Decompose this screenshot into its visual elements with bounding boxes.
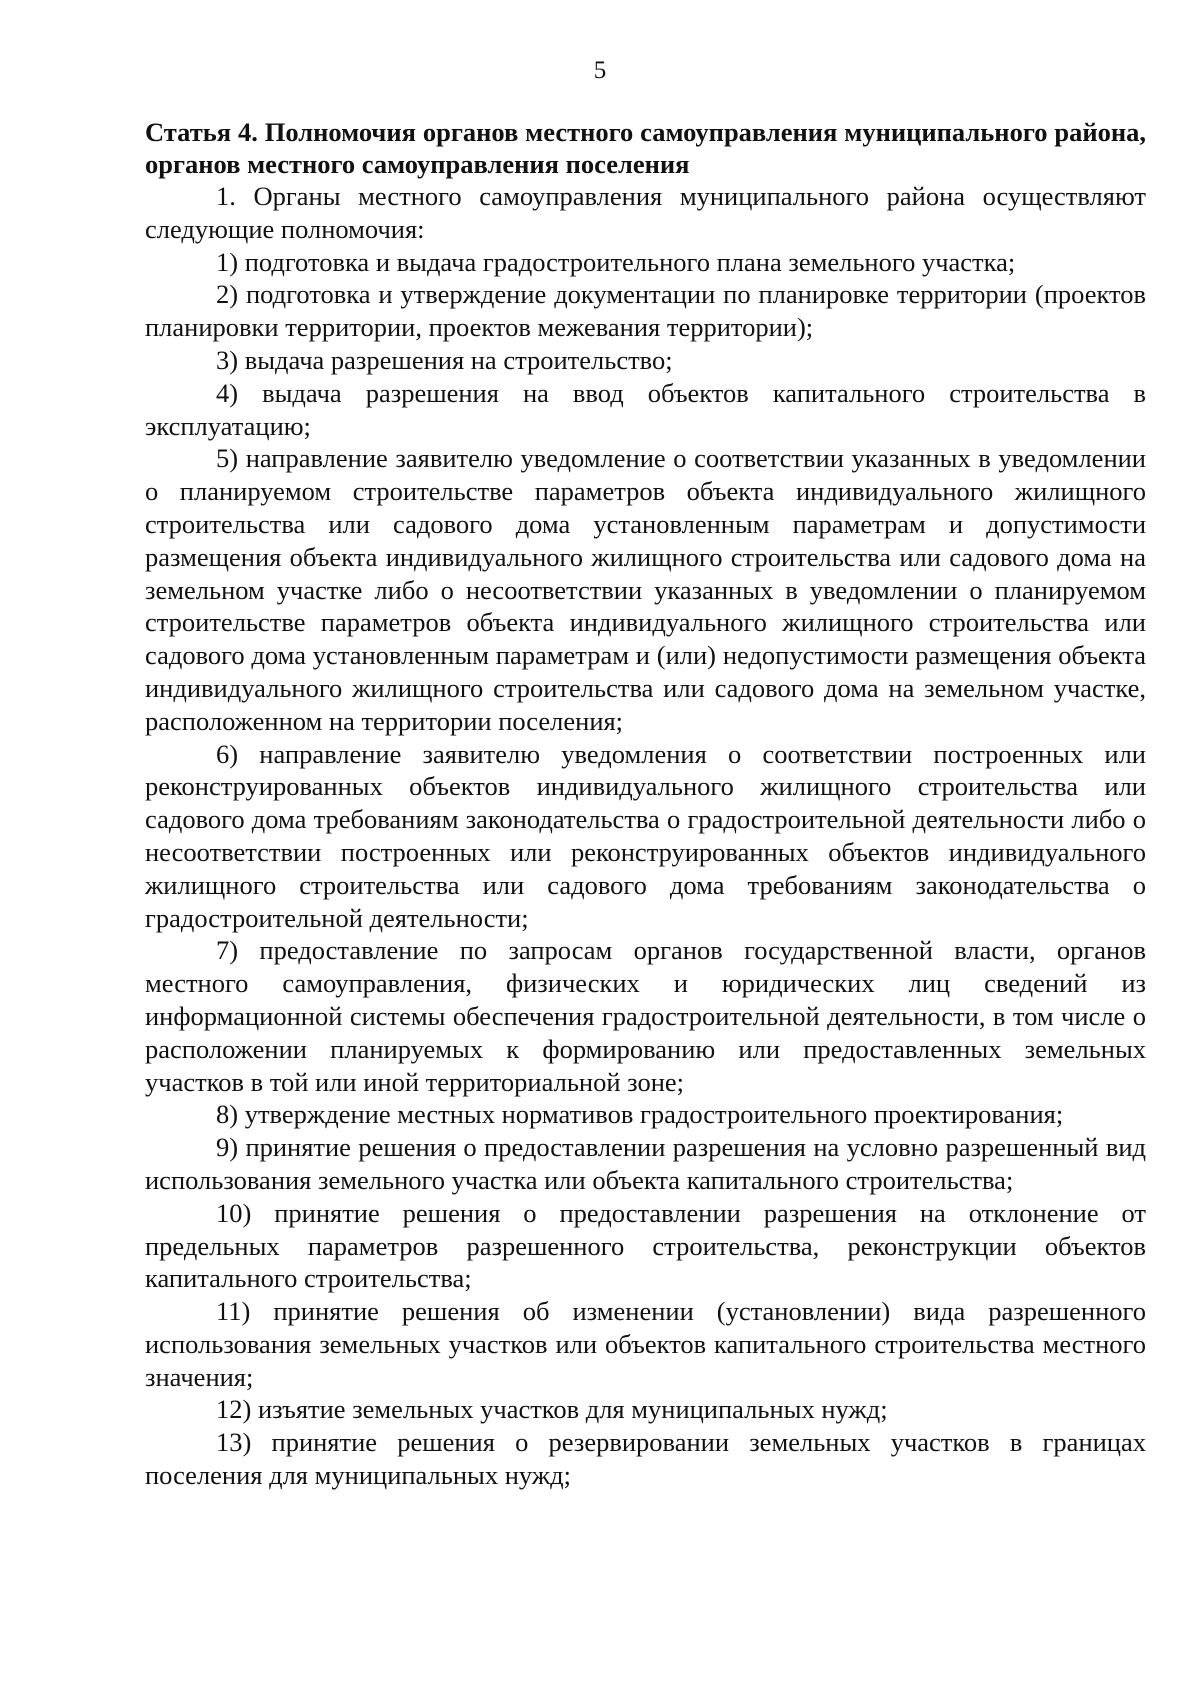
list-item-5: 5) направление заявителю уведомление о соответствии указанных в уведомлении о планируемом строительстве параметров объекта индивидуального жилищного строительства или садового дома установленным параметрам и допустимости размещения объекта индивидуального жилищного строительства или садового дома на земельном участке либо о несоответствии указанных в уведомлении о планируемом строительстве параметров объекта индивидуального жилищного строительства или садового дома установленным параметрам и (или) недопустимости размещения объекта индивидуального жилищного строительства или садового дома на земельном участке, расположенном на территории поселения; bbox=[145, 443, 1146, 736]
list-item-3: 3) выдача разрешения на строительство; bbox=[216, 344, 673, 375]
list-item-7: 7) предоставление по запросам органов государственной власти, органов местного самоуправления, физических и юридических лиц сведений из информационной системы обеспечения градостроительной деятельности, в том числе о расположении планируемых к формированию или предоставленных земельных участков в той или иной территориальной зоне; bbox=[145, 935, 1146, 1097]
list-item-4: 4) выдача разрешения на ввод объектов капитального строительства в эксплуатацию; bbox=[145, 377, 1146, 441]
list-item-8: 8) утверждение местных нормативов градостроительного проектирования; bbox=[216, 1099, 1064, 1130]
list-item-9: 9) принятие решения о предоставлении разрешения на условно разрешенный вид использования земельного участка или объекта капитального строительства; bbox=[145, 1132, 1146, 1195]
list-item-11: 11) принятие решения об изменении (установлении) вида разрешенного использования земельных участков или объектов капитального строительства местного значения; bbox=[145, 1296, 1146, 1392]
list-item-10: 10) принятие решения о предоставлении разрешения на отклонение от предельных параметров разрешенного строительства, реконструкции объектов капитального строительства; bbox=[145, 1197, 1146, 1294]
article-intro-paragraph: 1. Органы местного самоуправления муниципального района осуществляют следующие полномочия: bbox=[145, 181, 1146, 244]
list-item-2: 2) подготовка и утверждение документации по планировке территории (проектов планировки территории, проектов межевания территории); bbox=[145, 279, 1146, 343]
list-item-1: 1) подготовка и выдача градостроительного плана земельного участка; bbox=[216, 246, 1016, 277]
list-item-12: 12) изъятие земельных участков для муниципальных нужд; bbox=[216, 1394, 888, 1425]
list-item-13: 13) принятие решения о резервировании земельных участков в границах поселения для муниципальных нужд; bbox=[145, 1427, 1146, 1491]
page-number: 5 bbox=[593, 57, 607, 84]
document-body bbox=[145, 116, 1146, 1492]
list-item-6: 6) направление заявителю уведомления о соответствии построенных или реконструированных объектов индивидуального жилищного строительства или садового дома требованиям законодательства о градостроительной деятельности либо о несоответствии построенных или реконструированных объектов индивидуального жилищного строительства или садового дома требованиям законодательства о градостроительной деятельности; bbox=[145, 738, 1146, 933]
article-heading: Статья 4. Полномочия органов местного самоуправления муниципального района, органов местного самоуправления поселения bbox=[145, 117, 1146, 179]
